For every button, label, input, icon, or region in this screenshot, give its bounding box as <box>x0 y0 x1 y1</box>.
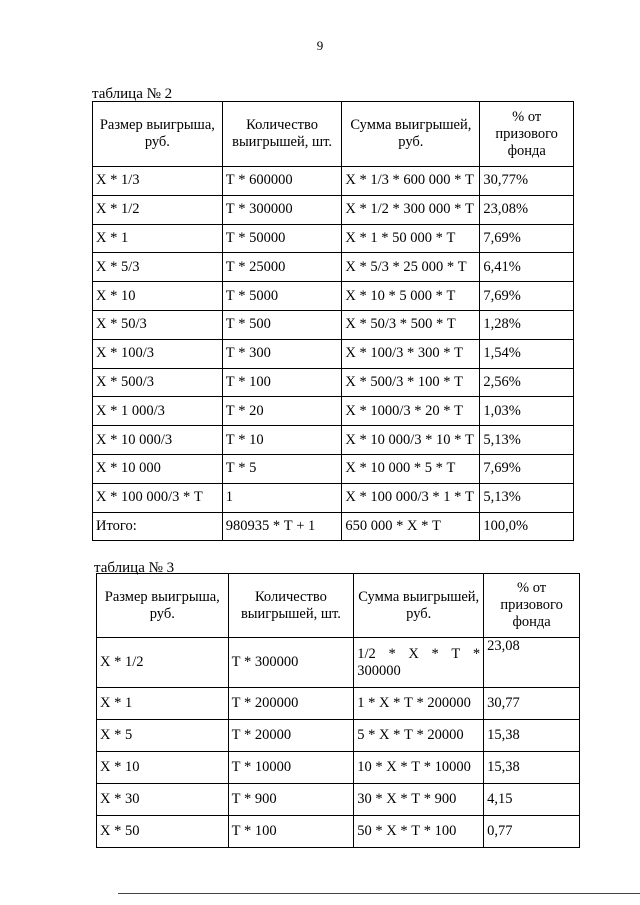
table-row <box>93 368 574 397</box>
cell-prize-size: Х * 50 <box>97 816 229 848</box>
table-3-body <box>97 638 580 848</box>
cell-total-sum: Х * 10 000/3 * 10 * Т <box>342 426 480 455</box>
cell-total-sum: 1 * Х * Т * 200000 <box>354 688 484 720</box>
table-row <box>97 816 580 848</box>
cell-quantity: Т * 50000 <box>222 224 342 253</box>
cell-quantity: Т * 600000 <box>222 167 342 196</box>
cell-percent: 7,69% <box>480 454 574 483</box>
cell-prize-size: Х * 50/3 <box>93 310 223 339</box>
column-header-prize-size: Размер выигрыша, руб. <box>97 574 229 638</box>
cell-total-sum: 1/2 * Х * Т * 300000 <box>354 638 484 688</box>
cell-quantity: Т * 5 <box>222 454 342 483</box>
cell-quantity: Т * 500 <box>222 310 342 339</box>
cell-quantity: 980935 * Т + 1 <box>222 512 342 541</box>
cell-prize-size: Х * 1/2 <box>97 638 229 688</box>
scan-edge-line <box>118 893 640 894</box>
cell-percent: 1,28% <box>480 310 574 339</box>
column-header-total-sum: Сумма выигрышей, руб. <box>342 102 480 167</box>
cell-prize-size: Х * 10 <box>93 282 223 311</box>
table-row <box>93 426 574 455</box>
cell-percent: 5,13% <box>480 483 574 512</box>
table-row <box>93 224 574 253</box>
cell-prize-size: Итого: <box>93 512 223 541</box>
table-header-row <box>93 102 574 167</box>
cell-percent: 4,15 <box>484 784 580 816</box>
column-header-percent: % от призового фонда <box>484 574 580 638</box>
cell-quantity: Т * 25000 <box>222 253 342 282</box>
cell-prize-size: Х * 1/2 <box>93 195 223 224</box>
table-row <box>93 195 574 224</box>
cell-prize-size: Х * 5/3 <box>93 253 223 282</box>
cell-percent: 15,38 <box>484 752 580 784</box>
cell-prize-size: Х * 10 000 <box>93 454 223 483</box>
cell-percent: 15,38 <box>484 720 580 752</box>
prize-table-3 <box>96 573 580 848</box>
cell-quantity: Т * 300000 <box>222 195 342 224</box>
cell-percent: 7,69% <box>480 282 574 311</box>
cell-percent: 30,77 <box>484 688 580 720</box>
table-row <box>97 784 580 816</box>
cell-total-sum: 50 * Х * Т * 100 <box>354 816 484 848</box>
cell-percent: 2,56% <box>480 368 574 397</box>
cell-quantity: Т * 900 <box>228 784 354 816</box>
cell-total-sum: Х * 1000/3 * 20 * Т <box>342 397 480 426</box>
cell-quantity: Т * 5000 <box>222 282 342 311</box>
cell-percent: 100,0% <box>480 512 574 541</box>
cell-total-sum: Х * 10 000 * 5 * Т <box>342 454 480 483</box>
cell-percent: 30,77% <box>480 167 574 196</box>
table-row <box>97 752 580 784</box>
cell-percent: 1,54% <box>480 339 574 368</box>
cell-total-sum: 10 * Х * Т * 10000 <box>354 752 484 784</box>
table-row <box>93 397 574 426</box>
cell-total-sum: Х * 100/3 * 300 * Т <box>342 339 480 368</box>
table-row <box>97 638 580 688</box>
cell-total-sum: Х * 1/2 * 300 000 * Т <box>342 195 480 224</box>
cell-quantity: Т * 100 <box>222 368 342 397</box>
cell-total-sum: Х * 100 000/3 * 1 * Т <box>342 483 480 512</box>
cell-percent: 1,03% <box>480 397 574 426</box>
cell-quantity: Т * 20000 <box>228 720 354 752</box>
cell-prize-size: Х * 1 <box>93 224 223 253</box>
cell-prize-size: Х * 1 <box>97 688 229 720</box>
table-2-body <box>93 167 574 541</box>
cell-prize-size: Х * 100/3 <box>93 339 223 368</box>
table-row <box>97 720 580 752</box>
cell-quantity: 1 <box>222 483 342 512</box>
column-header-total-sum: Сумма выигрышей, руб. <box>354 574 484 638</box>
cell-prize-size: Х * 1/3 <box>93 167 223 196</box>
cell-total-sum: 5 * Х * Т * 20000 <box>354 720 484 752</box>
table-3-title: таблица № 3 <box>94 560 175 576</box>
cell-prize-size: Х * 1 000/3 <box>93 397 223 426</box>
cell-total-sum: Х * 50/3 * 500 * Т <box>342 310 480 339</box>
cell-total-sum: 650 000 * Х * Т <box>342 512 480 541</box>
table-row <box>93 454 574 483</box>
table-row <box>93 282 574 311</box>
table-row <box>93 483 574 512</box>
table-row <box>93 339 574 368</box>
cell-percent: 5,13% <box>480 426 574 455</box>
cell-total-sum: Х * 5/3 * 25 000 * Т <box>342 253 480 282</box>
cell-quantity: Т * 200000 <box>228 688 354 720</box>
column-header-percent: % от призового фонда <box>480 102 574 167</box>
cell-prize-size: Х * 5 <box>97 720 229 752</box>
cell-percent: 6,41% <box>480 253 574 282</box>
cell-prize-size: Х * 10 000/3 <box>93 426 223 455</box>
column-header-quantity: Количество выигрышей, шт. <box>222 102 342 167</box>
table-header-row <box>97 574 580 638</box>
cell-percent: 7,69% <box>480 224 574 253</box>
table-row <box>97 688 580 720</box>
cell-percent: 23,08% <box>480 195 574 224</box>
cell-quantity: Т * 20 <box>222 397 342 426</box>
table-row <box>93 310 574 339</box>
cell-percent: 0,77 <box>484 816 580 848</box>
cell-total-sum: Х * 1 * 50 000 * Т <box>342 224 480 253</box>
prize-table-2 <box>92 101 574 541</box>
page-number: 9 <box>316 38 324 53</box>
cell-prize-size: Х * 30 <box>97 784 229 816</box>
column-header-prize-size: Размер выигрыша, руб. <box>93 102 223 167</box>
cell-quantity: Т * 300 <box>222 339 342 368</box>
table-2-title: таблица № 2 <box>92 86 173 102</box>
table-row <box>93 167 574 196</box>
cell-total-sum: Х * 1/3 * 600 000 * Т <box>342 167 480 196</box>
cell-percent: 23,08 <box>484 638 580 688</box>
cell-prize-size: Х * 100 000/3 * Т <box>93 483 223 512</box>
cell-quantity: Т * 10000 <box>228 752 354 784</box>
cell-prize-size: Х * 10 <box>97 752 229 784</box>
cell-quantity: Т * 300000 <box>228 638 354 688</box>
cell-quantity: Т * 10 <box>222 426 342 455</box>
cell-total-sum: Х * 10 * 5 000 * Т <box>342 282 480 311</box>
table-row <box>93 512 574 541</box>
table-row <box>93 253 574 282</box>
cell-total-sum: Х * 500/3 * 100 * Т <box>342 368 480 397</box>
column-header-quantity: Количество выигрышей, шт. <box>228 574 354 638</box>
cell-quantity: Т * 100 <box>228 816 354 848</box>
cell-prize-size: Х * 500/3 <box>93 368 223 397</box>
cell-total-sum: 30 * Х * Т * 900 <box>354 784 484 816</box>
